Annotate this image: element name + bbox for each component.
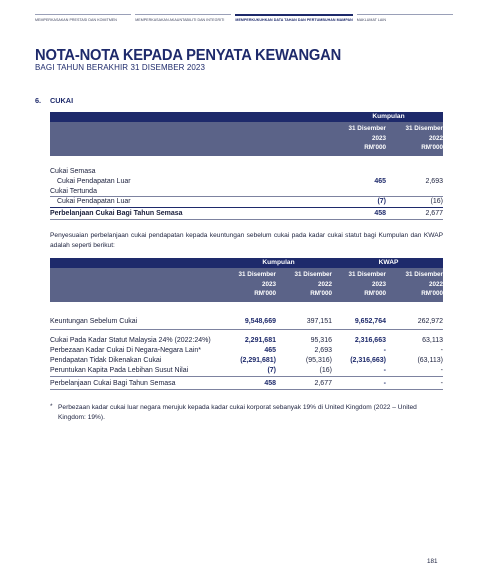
value-kwap-2023: - xyxy=(383,347,386,354)
nav-item-pertumbuhan[interactable]: MEMPERKUKUHKAN DATA TAHAN DAN PERTUMBUHAN MAMPAN xyxy=(235,14,352,26)
value-kwap-2022: - xyxy=(440,347,443,354)
value-2023: (7) xyxy=(377,198,386,205)
divider xyxy=(50,389,443,390)
row-label: Keuntungan Sebelum Cukai xyxy=(50,318,138,325)
value-kwap-2022: - xyxy=(440,380,443,387)
section-number: 6. xyxy=(35,96,42,105)
value-kwap-2023: 2,316,663 xyxy=(354,337,386,344)
value-kumpulan-2022: (95,316) xyxy=(305,357,332,364)
group-label-kwap: KWAP xyxy=(378,259,399,266)
nav-item-maklumat-lain[interactable]: MAKLUMAT LAIN xyxy=(357,14,453,26)
value-2022: (16) xyxy=(430,198,443,205)
page-number: 181 xyxy=(427,558,438,565)
footnote-mark: * xyxy=(50,403,53,410)
column-header-2023: 31 Disember 2023 RM'000 xyxy=(348,125,386,151)
row-label: Cukai Tertunda xyxy=(50,188,97,195)
row-label: Cukai Pada Kadar Statut Malaysia 24% (2022:24%) xyxy=(50,337,211,344)
value-kumpulan-2022: 2,693 xyxy=(314,347,332,354)
divider xyxy=(50,329,443,330)
row-label: Perbezaan Kadar Cukai Di Negara-Negara Lain* xyxy=(50,347,201,354)
column-header-kumpulan-2023: 31 Disember 2023 RM'000 xyxy=(238,271,276,297)
page-title: NOTA-NOTA KEPADA PENYATA KEWANGAN xyxy=(35,47,342,64)
value-kwap-2022: - xyxy=(440,367,443,374)
row-label: Perbelanjaan Cukai Bagi Tahun Semasa xyxy=(50,380,176,387)
row-label: Perbelanjaan Cukai Bagi Tahun Semasa xyxy=(50,210,183,217)
top-navigation xyxy=(35,14,453,26)
section-title: CUKAI xyxy=(50,96,74,105)
value-kwap-2022: 262,972 xyxy=(417,318,443,325)
reconciliation-paragraph: Penyesuaian perbelanjaan cukai pendapatan kepada keuntungan sebelum cukai pada kadar cukai statut bagi Kumpulan dan KWAP adalah seperti berikut: xyxy=(50,232,443,250)
value-kwap-2022: 63,113 xyxy=(422,337,443,344)
value-kumpulan-2023: 465 xyxy=(264,347,276,354)
tax-reconciliation-table xyxy=(50,258,443,387)
column-header-2022: 31 Disember 2022 RM'000 xyxy=(405,125,443,151)
nav-item-prestasi[interactable]: MEMPERKASAKAN PRESTASI DAN KOMITMEN xyxy=(35,14,131,26)
value-2022: 2,693 xyxy=(425,178,443,185)
footnote-text: Perbezaan kadar cukai luar negara merujuk kepada kadar cukai korporat sebanyak 19% di United Kingdom (2022 – United Kingdom: 19%). xyxy=(58,404,417,421)
divider xyxy=(50,207,443,208)
column-header-kwap-2022: 31 Disember 2022 RM'000 xyxy=(405,271,443,297)
value-kumpulan-2022: (16) xyxy=(319,367,332,374)
row-label: Cukai Pendapatan Luar xyxy=(57,178,131,185)
value-kumpulan-2022: 397,151 xyxy=(306,318,332,325)
value-2022: 2,677 xyxy=(425,210,443,217)
column-header-kwap-2023: 31 Disember 2023 RM'000 xyxy=(348,271,386,297)
page-subtitle: BAGI TAHUN BERAKHIR 31 DISEMBER 2023 xyxy=(35,63,206,72)
value-kwap-2023: (2,316,663) xyxy=(350,357,386,364)
value-kwap-2023: 9,652,764 xyxy=(354,318,386,325)
row-label: Pendapatan Tidak Dikenakan Cukai xyxy=(50,357,162,364)
table-header xyxy=(50,112,443,156)
table-row xyxy=(50,317,443,329)
nav-item-akauntabiliti[interactable]: MEMPERKASAKAN AKAUNTABILITI DAN INTEGRITI xyxy=(135,14,231,26)
tax-expense-table xyxy=(50,112,443,217)
table-header xyxy=(50,258,443,302)
value-2023: 458 xyxy=(374,210,386,217)
value-kumpulan-2022: 95,316 xyxy=(310,337,332,344)
row-label: Cukai Pendapatan Luar xyxy=(57,198,131,205)
value-kumpulan-2023: 9,548,669 xyxy=(244,318,276,325)
value-kumpulan-2023: (2,291,681) xyxy=(240,357,276,364)
value-kumpulan-2023: 2,291,681 xyxy=(244,337,276,344)
value-2023: 465 xyxy=(374,178,386,185)
group-label-kumpulan: Kumpulan xyxy=(262,259,295,266)
divider xyxy=(50,219,443,220)
column-header-kumpulan-2022: 31 Disember 2022 RM'000 xyxy=(294,271,332,297)
value-kwap-2022: (63,113) xyxy=(417,357,443,364)
value-kumpulan-2023: (7) xyxy=(267,367,276,374)
row-label: Cukai Semasa xyxy=(50,168,96,175)
value-kwap-2023: - xyxy=(383,380,386,387)
group-label-kumpulan: Kumpulan xyxy=(372,113,405,120)
divider xyxy=(50,376,443,377)
row-label: Peruntukan Kapita Pada Lebihan Susut Nilai xyxy=(50,367,189,374)
value-kumpulan-2023: 458 xyxy=(264,380,276,387)
value-kumpulan-2022: 2,677 xyxy=(314,380,332,387)
value-kwap-2023: - xyxy=(383,367,386,374)
